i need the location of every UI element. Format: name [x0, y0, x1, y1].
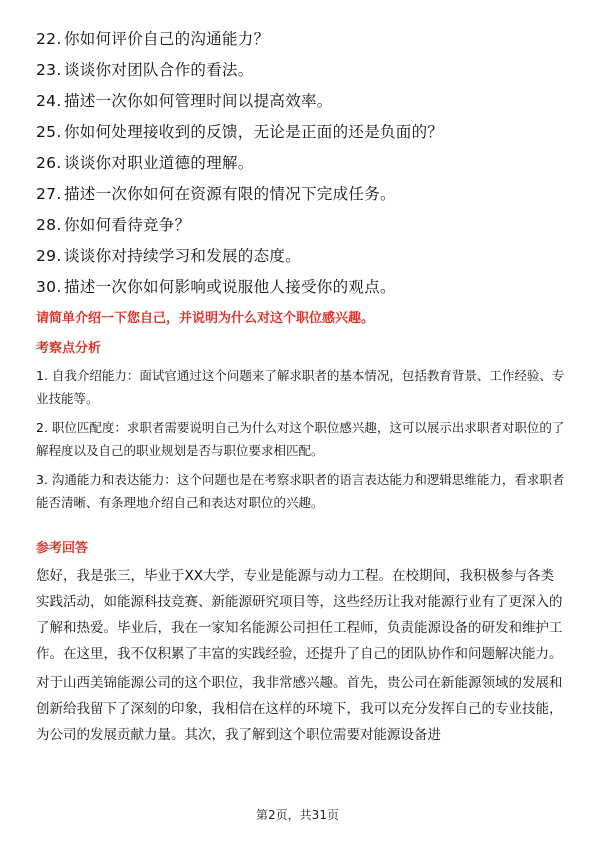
question-number: 29. [36, 247, 62, 265]
question-number: 25. [36, 123, 62, 141]
question-number: 27. [36, 185, 62, 203]
question-text: 描述一次你如何管理时间以提高效率。 [64, 92, 333, 110]
list-item [36, 272, 576, 303]
question-number: 30. [36, 278, 62, 296]
analysis-section [36, 364, 566, 520]
list-item [36, 148, 576, 179]
question-text: 你如何看待竞争？ [64, 216, 191, 234]
answer-section [36, 563, 566, 751]
question-text: 描述一次你如何在资源有限的情况下完成任务。 [64, 185, 396, 203]
question-list [36, 24, 576, 303]
answer-paragraph: 您好，我是张三，毕业于XX大学，专业是能源与动力工程。在校期间，我积极参与各类实践活动，如能源科技竞赛、新能源研究项目等，这些经历让我对能源行业有了更深入的了解和热爱。毕业后，我在一家知名能源公司担任工程师，负责能源设备的研发和维护工作。在这里，我不仅积累了丰富的实践经验，还提升了自己的团队协作和问题解决能力。 [36, 568, 563, 662]
answer-paragraph: 对于山西美锦能源公司的这个职位，我非常感兴趣。首先，贵公司在新能源领域的发展和创新给我留下了深刻的印象，我相信在这样的环境下，我可以充分发挥自己的专业技能，为公司的发展贡献力量。其次，我了解到这个职位需要对能源设备进 [36, 675, 563, 743]
analysis-heading: 考察点分析 [36, 341, 102, 356]
question-text: 你如何评价自己的沟通能力？ [64, 30, 270, 48]
list-item [36, 24, 576, 55]
list-item [36, 179, 576, 210]
question-text: 你如何处理接收到的反馈，无论是正面的还是负面的？ [64, 123, 444, 141]
list-item [36, 241, 576, 272]
question-number: 26. [36, 154, 62, 172]
analysis-point: 1. 自我介绍能力：面试官通过这个问题来了解求职者的基本情况，包括教育背景、工作经验、专业技能等。 [36, 368, 565, 406]
analysis-point: 3. 沟通能力和表达能力：这个问题也是在考察求职者的语言表达能力和逻辑思维能力，看求职者能否清晰、有条理地介绍自己和表达对职位的兴趣。 [36, 472, 565, 510]
question-text: 谈谈你对职业道德的理解。 [64, 154, 254, 172]
list-item [36, 86, 576, 117]
question-text: 谈谈你对持续学习和发展的态度。 [64, 247, 302, 265]
list-item [36, 210, 576, 241]
question-number: 24. [36, 92, 62, 110]
question-number: 23. [36, 61, 62, 79]
answer-heading: 参考回答 [36, 541, 89, 556]
page-footer: 第2页，共31页 [256, 808, 339, 822]
question-text: 谈谈你对团队合作的看法。 [64, 61, 254, 79]
question-number: 28. [36, 216, 62, 234]
question-text: 描述一次你如何影响或说服他人接受你的观点。 [64, 278, 396, 296]
question-number: 22. [36, 30, 62, 48]
analysis-point: 2. 职位匹配度：求职者需要说明自己为什么对这个职位感兴趣，这可以展示出求职者对职位的了解程度以及自己的职业规划是否与职位要求相匹配。 [36, 420, 565, 458]
list-item [36, 55, 576, 86]
featured-question: 请简单介绍一下您自己，并说明为什么对这个职位感兴趣。 [36, 311, 375, 326]
list-item [36, 117, 576, 148]
